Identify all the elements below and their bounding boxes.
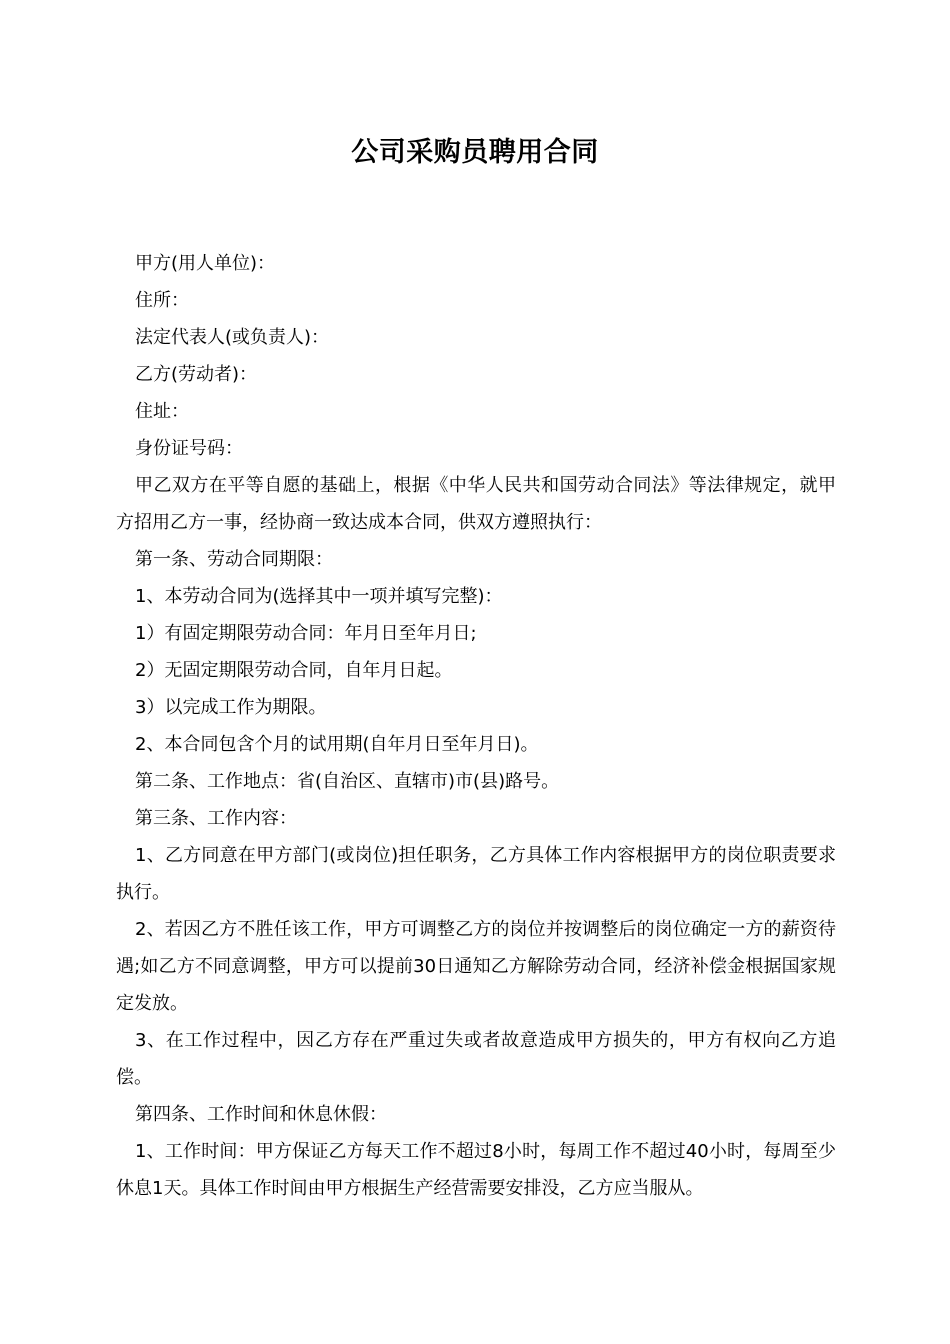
legal-representative-line: 法定代表人(或负责人)： [135, 327, 330, 348]
article-3-clause-3: 3、在工作过程中，因乙方存在严重过失或者故意造成甲方损失的，甲方有权向乙方追偿。 [116, 1030, 836, 1088]
article-1-option-1: 1）有固定期限劳动合同：年月日至年月日; [135, 623, 477, 644]
preamble-paragraph: 甲乙双方在平等自愿的基础上，根据《中华人民共和国劳动合同法》等法律规定，就甲方招用乙方一事，经协商一致达成本合同，供双方遵照执行： [116, 475, 836, 533]
article-1-option-2: 2）无固定期限劳动合同，自年月日起。 [135, 660, 453, 681]
article-2-heading: 第二条、工作地点：省(自治区、直辖市)市(县)路号。 [135, 771, 560, 792]
article-1-heading: 第一条、劳动合同期限： [135, 549, 333, 570]
article-3-clause-2: 2、若因乙方不胜任该工作，甲方可调整乙方的岗位并按调整后的岗位确定一方的薪资待遇;如乙方不同意调整，甲方可以提前30日通知乙方解除劳动合同，经济补偿金根据国家规定发放。 [116, 919, 836, 1014]
party-b-address-line: 住址： [135, 401, 189, 422]
party-b-line: 乙方(劳动者)： [135, 364, 258, 385]
article-3-heading: 第三条、工作内容： [135, 808, 297, 829]
party-a-line: 甲方(用人单位)： [135, 253, 276, 274]
document-body [116, 245, 836, 1207]
article-1-clause-1: 1、本劳动合同为(选择其中一项并填写完整)： [135, 586, 503, 607]
article-4-heading: 第四条、工作时间和休息休假： [135, 1104, 387, 1125]
article-1-option-3: 3）以完成工作为期限。 [135, 697, 327, 718]
id-number-line: 身份证号码： [135, 438, 243, 459]
document-title: 公司采购员聘用合同 [351, 137, 599, 168]
article-4-clause-1: 1、工作时间：甲方保证乙方每天工作不超过8小时，每周工作不超过40小时，每周至少休息1天。具体工作时间由甲方根据生产经营需要安排没，乙方应当服从。 [116, 1141, 836, 1199]
party-a-address-line: 住所： [135, 290, 189, 311]
article-1-clause-2: 2、本合同包含个月的试用期(自年月日至年月日)。 [135, 734, 539, 755]
article-3-clause-1: 1、乙方同意在甲方部门(或岗位)担任职务，乙方具体工作内容根据甲方的岗位职责要求执行。 [116, 845, 836, 903]
